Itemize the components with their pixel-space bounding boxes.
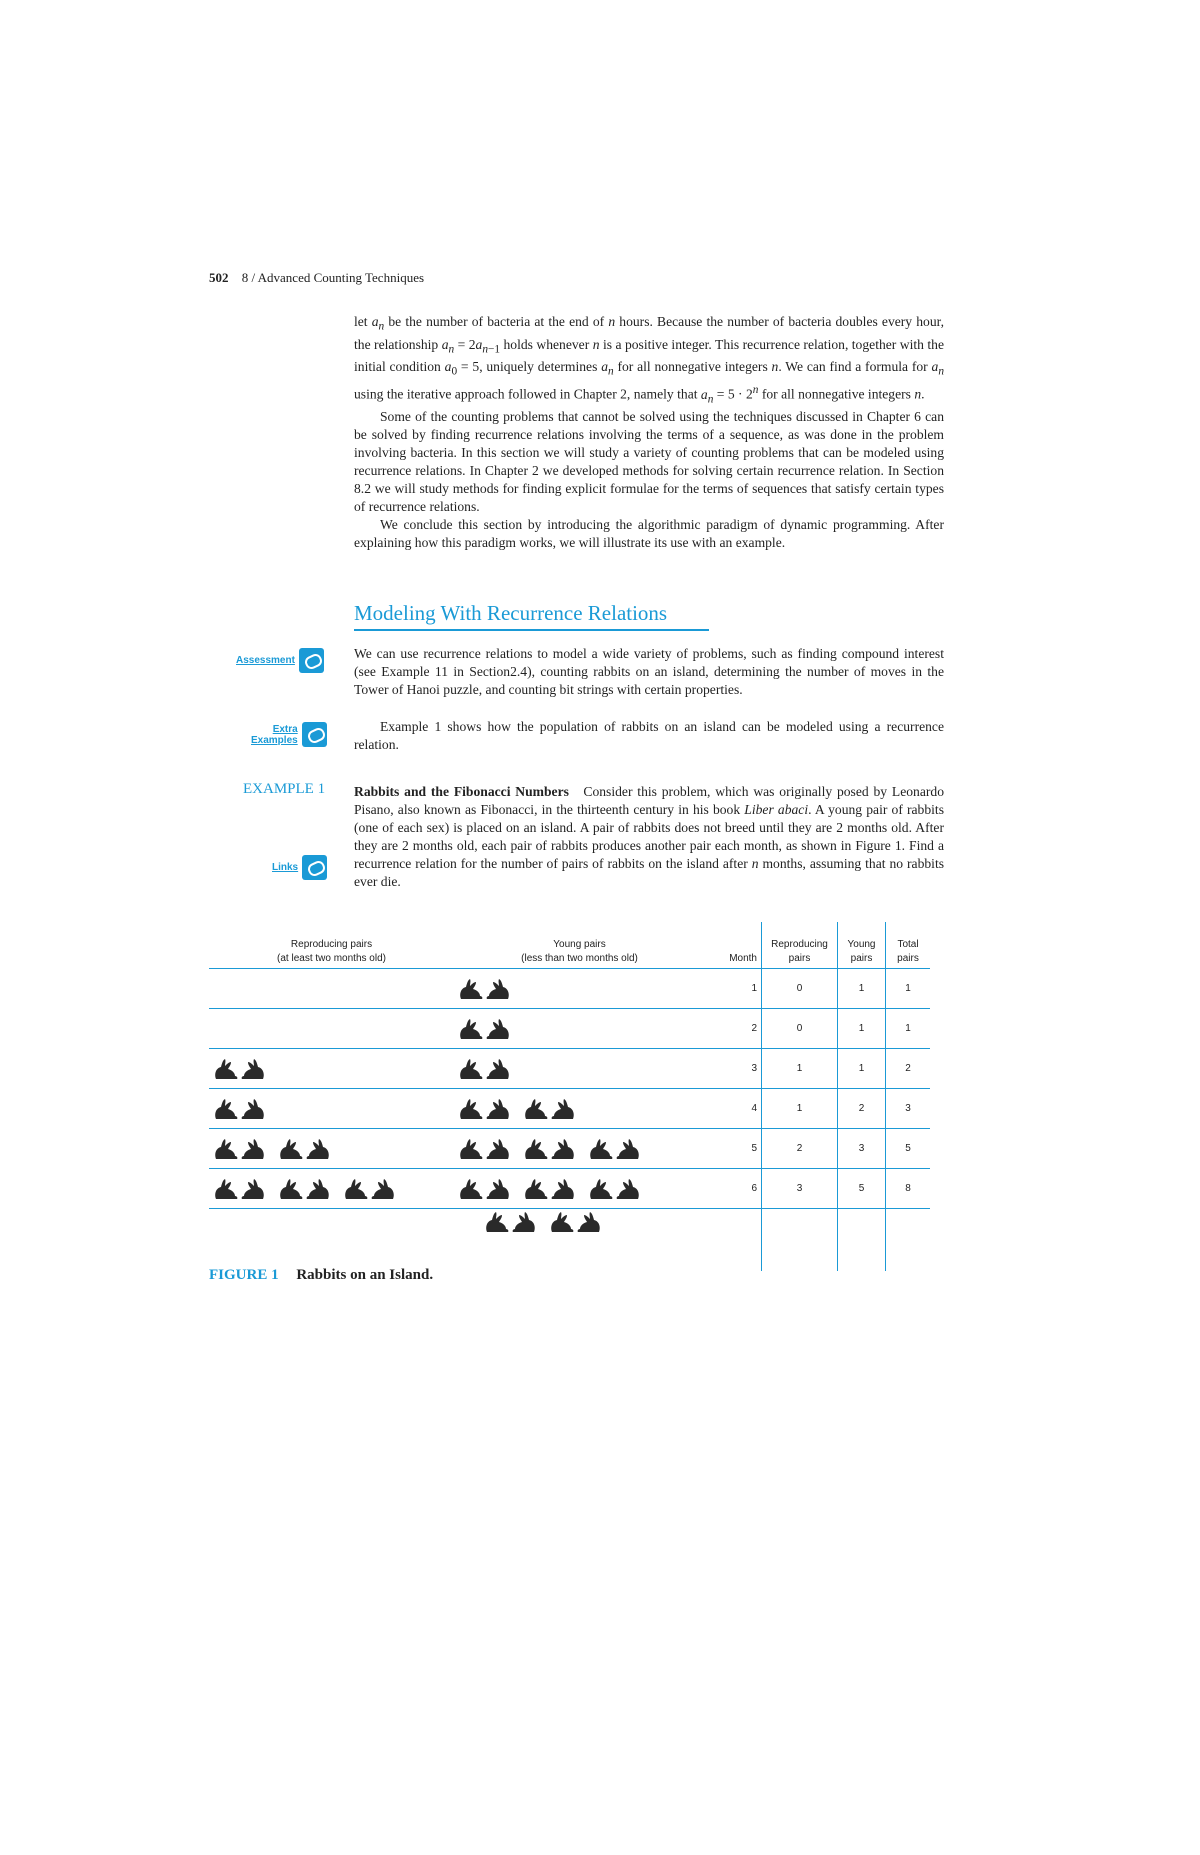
month-cell: 1 <box>705 969 762 1009</box>
rabbit-pair-icon <box>523 1098 576 1120</box>
reproducing-count-cell: 0 <box>762 969 838 1009</box>
rabbit-pair-icon <box>278 1138 331 1160</box>
example-title: Rabbits and the Fibonacci Numbers <box>354 784 569 799</box>
figure-caption <box>209 1267 433 1284</box>
rabbit-pair-icon <box>458 1178 511 1200</box>
mouse-icon <box>302 722 327 747</box>
young-pairs-cell <box>454 1129 705 1169</box>
intro-paragraphs <box>354 313 944 552</box>
rabbit-pair-icon <box>523 1178 576 1200</box>
table-row <box>209 1049 930 1089</box>
rabbit-pair-icon <box>458 978 511 1000</box>
young-pairs-cell <box>454 969 705 1009</box>
paragraph-example-intro <box>354 718 944 754</box>
young-pairs-cell <box>454 1009 705 1049</box>
links-label: Links <box>272 862 299 873</box>
rabbit-pair-icon <box>458 1018 511 1040</box>
rabbit-pair-icon <box>343 1178 396 1200</box>
page-number: 502 <box>209 270 229 285</box>
table-row <box>209 1169 930 1209</box>
rabbit-pair-icon <box>213 1138 266 1160</box>
reproducing-pairs-cell <box>209 1129 454 1169</box>
table-row <box>209 969 930 1009</box>
mouse-icon <box>299 648 324 673</box>
young-count-cell: 3 <box>838 1129 886 1169</box>
header-young-count: Young pairs <box>838 922 886 969</box>
reproducing-pairs-cell <box>209 969 454 1009</box>
extra-examples-label: Extra Examples <box>251 723 298 746</box>
rabbit-pair-icon <box>278 1178 331 1200</box>
young-count-cell-empty <box>838 1209 886 1272</box>
young-pairs-cell <box>454 1169 705 1209</box>
young-pairs-cell <box>454 1049 705 1089</box>
young-pairs-cell <box>454 1089 705 1129</box>
rabbit-pair-icon <box>458 1058 511 1080</box>
example-intro-text: Example 1 shows how the population of rabbits on an island can be modeled using a recurrence relation. <box>354 719 944 752</box>
total-count-cell-empty <box>886 1209 931 1272</box>
month-cell: 5 <box>705 1129 762 1169</box>
header-reproducing-pairs: Reproducing pairs (at least two months old) <box>209 922 454 969</box>
total-count-cell: 1 <box>886 1009 931 1049</box>
paragraph-counting-problems: Some of the counting problems that cannot be solved using the techniques discussed in Chapter 6 can be solved by finding recurrence relations involving the terms of a sequence, as was done in the problem involving bacteria. In this section we will study a variety of counting problems that can be modeled using recurrence relations. In Chapter 2 we developed methods for solving certain recurrence relation. In Section 8.2 we will study methods for finding explicit formulae for the terms of sequences that satisfy certain types of recurrence relations. <box>354 409 944 515</box>
month-cell: 2 <box>705 1009 762 1049</box>
assessment-label: Assessment <box>236 655 295 666</box>
running-header <box>209 270 424 286</box>
paragraph-uses: We can use recurrence relations to model a wide variety of problems, such as finding compound interest (see Example 11 in Section2.4), counting rabbits on an island, determining the number of moves in the Tower of Hanoi puzzle, and counting bit strings with certain properties. <box>354 646 944 697</box>
young-pairs-cell-overflow <box>454 1209 705 1272</box>
young-count-cell: 1 <box>838 1009 886 1049</box>
young-count-cell: 2 <box>838 1089 886 1129</box>
table-row <box>209 1009 930 1049</box>
reproducing-count-cell: 3 <box>762 1169 838 1209</box>
month-cell: 3 <box>705 1049 762 1089</box>
assessment-link[interactable] <box>236 648 324 673</box>
month-cell: 4 <box>705 1089 762 1129</box>
book-title: Liber abaci <box>744 802 809 817</box>
header-reproducing-count: Reproducing pairs <box>762 922 838 969</box>
month-cell: 6 <box>705 1169 762 1209</box>
links-link[interactable] <box>272 855 327 880</box>
rabbit-pair-icon <box>213 1098 266 1120</box>
rabbit-pair-icon <box>458 1098 511 1120</box>
reproducing-pairs-cell <box>209 1169 454 1209</box>
paragraph-bacteria: let $a_n$ be the number of bacteria at the end of n hours. Because the number of bacteria doubles every hour, the relationship $a_n = 2a_{n-1}$ holds whenever n is a positive integer. This recurrence relation, together with the initial condition $a_0 = 5$, uniquely determines $a_n$ for all nonnegative integers n. We can find a formula for $a_n$ using the iterative approach followed in Chapter 2, namely that $a_n = 5 \cdot 2^n$ for all nonnegative integers n. <box>354 314 945 406</box>
month-cell-empty <box>705 1209 762 1272</box>
extra-examples-link[interactable] <box>251 722 327 747</box>
rabbits-figure-table <box>209 922 930 1271</box>
rabbit-pair-icon <box>213 1178 266 1200</box>
rabbit-pair-icon <box>523 1138 576 1160</box>
table-row <box>209 1089 930 1129</box>
header-month: Month <box>705 922 762 969</box>
reproducing-count-cell: 2 <box>762 1129 838 1169</box>
total-count-cell: 5 <box>886 1129 931 1169</box>
header-total-count: Total pairs <box>886 922 931 969</box>
total-count-cell: 3 <box>886 1089 931 1129</box>
reproducing-count-cell: 1 <box>762 1049 838 1089</box>
young-count-cell: 1 <box>838 969 886 1009</box>
total-count-cell: 8 <box>886 1169 931 1209</box>
reproducing-count-cell: 0 <box>762 1009 838 1049</box>
young-count-cell: 1 <box>838 1049 886 1089</box>
section-title: Modeling With Recurrence Relations <box>354 601 709 631</box>
total-count-cell: 2 <box>886 1049 931 1089</box>
example-label: EXAMPLE 1 <box>243 781 326 797</box>
running-title: 8 / Advanced Counting Techniques <box>241 270 425 285</box>
rabbit-pair-icon <box>213 1058 266 1080</box>
example-body: Rabbits and the Fibonacci Numbers Consider this problem, which was originally posed by Leonardo Pisano, also known as Fibonacci, in the thirteenth century in his book Liber abaci. A young pair of rabbits (one of each sex) is placed on an island. A pair of rabbits does not breed until they are 2 months old. After they are 2 months old, each pair of rabbits produces another pair each month, as shown in Figure 1. Find a recurrence relation for the number of pairs of rabbits on the island after n months, assuming that no rabbits ever die. <box>354 784 945 889</box>
figure-label: FIGURE 1 <box>209 1267 279 1283</box>
table-row-overflow <box>209 1209 930 1272</box>
rabbit-pair-icon <box>484 1211 537 1233</box>
rabbit-pair-icon <box>458 1138 511 1160</box>
rabbit-pair-icon <box>588 1178 641 1200</box>
rabbit-pair-icon <box>588 1138 641 1160</box>
total-count-cell: 1 <box>886 969 931 1009</box>
header-young-pairs: Young pairs (less than two months old) <box>454 922 705 969</box>
young-count-cell: 5 <box>838 1169 886 1209</box>
mouse-icon <box>302 855 327 880</box>
figure-title: Rabbits on an Island. <box>296 1267 434 1283</box>
rabbit-pair-icon <box>549 1211 602 1233</box>
paragraph-dynamic-programming: We conclude this section by introducing the algorithmic paradigm of dynamic programming. After explaining how this paradigm works, we will illustrate its use with an example. <box>354 517 944 551</box>
reproducing-count-cell: 1 <box>762 1089 838 1129</box>
reproducing-pairs-cell <box>209 1049 454 1089</box>
reproducing-pairs-cell <box>209 1089 454 1129</box>
reproducing-pairs-cell <box>209 1209 454 1272</box>
reproducing-count-cell-empty <box>762 1209 838 1272</box>
table-row <box>209 1129 930 1169</box>
reproducing-pairs-cell <box>209 1009 454 1049</box>
